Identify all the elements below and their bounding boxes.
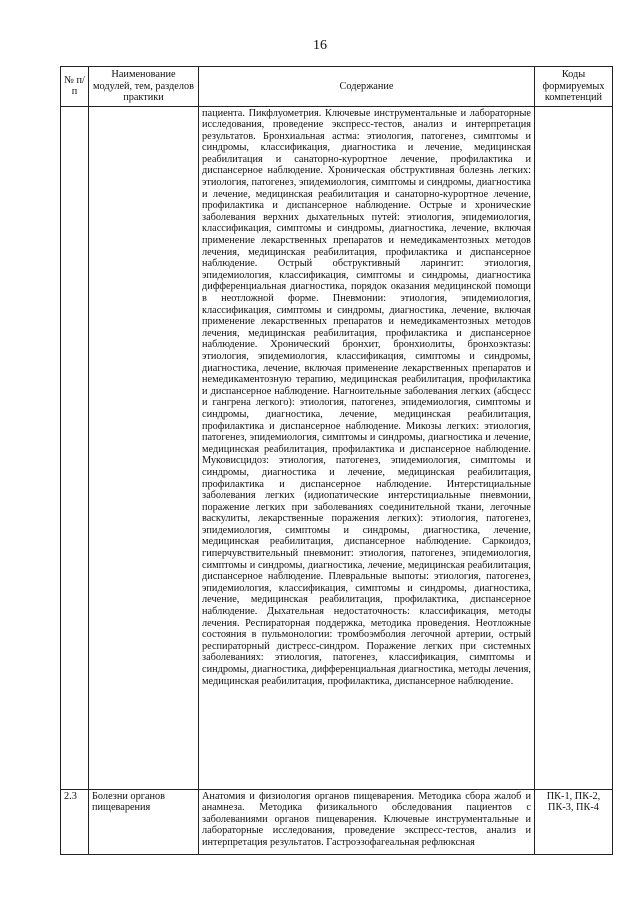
table-header-row xyxy=(61,67,613,107)
page-number: 16 xyxy=(313,38,327,53)
cell-content: пациента. Пикфлуометрия. Ключевые инструментальные и лабораторные исследования, проведение экспресс-тестов, анализ и интерпретация результатов. Бронхиальная астма: этиология, патогенез, симптомы и синдромы, классификация, диагностика и лечение, медицинская реабилитация и санаторно-курортное лечение, профилактика и диспансерное наблюдение. Хроническая обструктивная болезнь легких: этиология, патогенез, эпидемиология, симптомы и синдромы, диагностика и лечение, медицинская реабилитация и санаторно-курортное лечение, профилактика и диспансерное наблюдение. Острые и хронические заболевания верхних дыхательных путей: этиология, эпидемиология, классификация, симптомы и синдромы, диагностика, лечение, включая применение лекарственных препаратов и немедикаментозных методов лечения, медицинская реабилитация, профилактика и диспансерное наблюдение. Острый обструктивный ларингит: этиология, эпидемиология, классификация, симптомы и синдромы, диагностика дифференциальная диагностика, порядок оказания медицинской помощи в неотложной форме. Пневмонии: этиология, эпидемиология, классификация, симптомы и синдромы, диагностика, лечение, включая применение лекарственных препаратов и немедикаментозных методов лечения, медицинская реабилитация, профилактика и диспансерное наблюдение. Хронический бронхит, бронхиолиты, бронхоэктазы: этиология, эпидемиология, классификация, симптомы и синдромы, диагностика, лечение, включая применение лекарственных препаратов и немедикаментозную терапию, медицинская реабилитация, профилактика и диспансерное наблюдение. Нагноительные заболевания легких (абсцесс и гангрена легкого): этиология, патогенез, эпидемиология, симптомы и синдромы, диагностика, лечение, медицинская реабилитация, профилактика и диспансерное наблюдение. Микозы легких: этиология, патогенез, эпидемиология, симптомы и синдромы, диагностика и лечение, медицинская реабилитация, профилактика и диспансерное наблюдение. Муковисцидоз: этиология, патогенез, эпидемиология, симптомы и синдромы, диагностика и лечение, медицинская реабилитация, профилактика и диспансерное наблюдение. Интерстициальные заболевания легких (идиопатические интерстициальные пневмонии, поражение легких при заболеваниях соединительной ткани, легочные васкулиты, лекарственные поражения легких): этиология, патогенез, эпидемиология, симптомы и синдромы, диагностика, лечение, медицинская реабилитация, диспансерное наблюдение. Саркоидоз, гиперчувствительный пневмонит: этиология, патогенез, эпидемиология, симптомы и синдромы, диагностика, лечение, медицинская реабилитация, диспансерное наблюдение. Плевральные выпоты: этиология, патогенез, эпидемиология, классификация, симптомы и синдромы, диагностика, лечение, медицинская реабилитация, профилактика, диспансерное наблюдение. Дыхательная недостаточность: классификация, методы лечения. Респираторная поддержка, методика проведения. Неотложные состояния в пульмонологии: тромбоэмболия легочной артерии, острый респираторный дистресс-синдром. Поражение легких при системных заболеваниях: этиология, патогенез, классификация, симптомы и синдромы, диагностика, дифференциальная диагностика, методы лечения, медицинская реабилитация, профилактика, диспансерное наблюдение. xyxy=(199,106,535,789)
cell-codes: ПК-1, ПК-2, ПК-3, ПК-4 xyxy=(535,789,613,854)
cell-num: 2.3 xyxy=(61,789,89,854)
header-codes: Коды формируемых компетенций xyxy=(535,67,613,107)
header-content: Содержание xyxy=(199,67,535,107)
cell-codes xyxy=(535,106,613,789)
cell-content: Анатомия и физиология органов пищеварения. Методика сбора жалоб и анамнеза. Методика физикального обследования пациентов с заболеваниями органов пищеварения. Ключевые инструментальные и лабораторные исследования, проведение экспресс-тестов, анализ и интерпретация результатов. Гастроэзофагеальная рефлюксная xyxy=(199,789,535,854)
table-row xyxy=(61,106,613,789)
curriculum-table xyxy=(60,66,613,855)
cell-name xyxy=(89,106,199,789)
cell-num xyxy=(61,106,89,789)
header-name: Наименование модулей, тем, разделов практики xyxy=(89,67,199,107)
table-row xyxy=(61,789,613,854)
cell-name: Болезни органов пищеварения xyxy=(89,789,199,854)
header-num: № п/п xyxy=(61,67,89,107)
